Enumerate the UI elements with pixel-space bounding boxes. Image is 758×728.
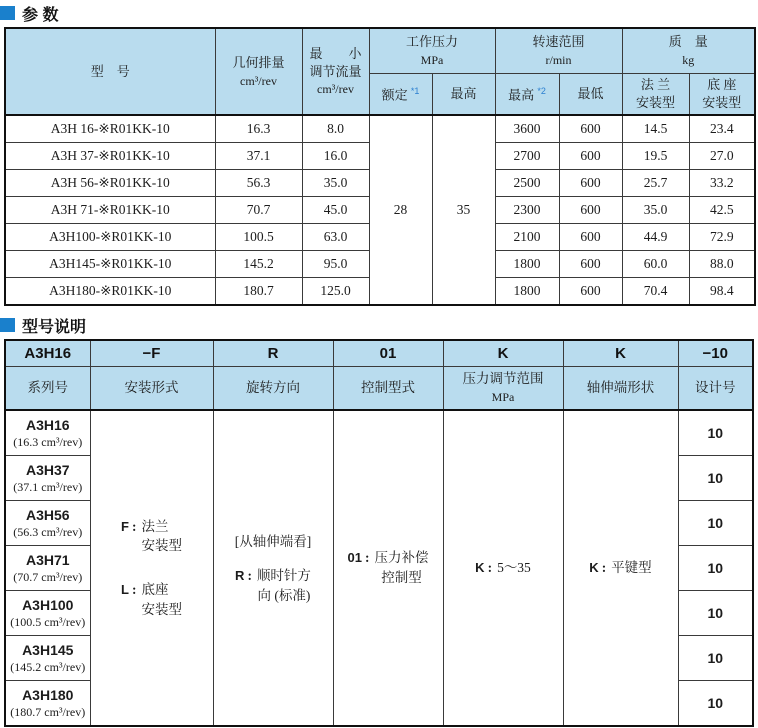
series-cell: A3H37 (37.1 cm³/rev) [5, 456, 90, 501]
min-flow-cell: 95.0 [302, 251, 369, 278]
header-displacement: 几何排量 cm³/rev [215, 28, 302, 115]
min-flow-cell: 35.0 [302, 170, 369, 197]
min-speed-cell: 600 [559, 251, 622, 278]
code-pressure-range: K [443, 340, 563, 367]
note-mark-2: *2 [537, 85, 546, 96]
mass-foot-cell: 88.0 [689, 251, 755, 278]
table-row [5, 115, 755, 143]
header-working-pressure: 工作压力 MPa [369, 28, 495, 74]
header-speed-range: 转速范围 r/min [495, 28, 622, 74]
min-flow-cell: 63.0 [302, 224, 369, 251]
design-number-cell: 10 [678, 681, 753, 727]
min-speed-cell: 600 [559, 278, 622, 306]
code-shaft: K [563, 340, 678, 367]
min-speed-cell: 600 [559, 224, 622, 251]
max-speed-cell: 3600 [495, 115, 559, 143]
mass-flange-cell: 14.5 [622, 115, 689, 143]
mass-foot-cell: 33.2 [689, 170, 755, 197]
mass-flange-cell: 60.0 [622, 251, 689, 278]
mass-foot-cell: 72.9 [689, 224, 755, 251]
label-design: 设计号 [678, 367, 753, 411]
max-pressure-cell: 35 [432, 115, 495, 305]
model-code-table [4, 339, 754, 727]
min-flow-cell: 45.0 [302, 197, 369, 224]
series-cell: A3H71 (70.7 cm³/rev) [5, 546, 90, 591]
model-code-section-title [0, 316, 758, 334]
mass-flange-cell: 44.9 [622, 224, 689, 251]
header-min-flow: 最 小 调节流量 cm³/rev [302, 28, 369, 115]
max-speed-cell: 2500 [495, 170, 559, 197]
min-speed-cell: 600 [559, 170, 622, 197]
blue-square-icon [0, 318, 15, 332]
model-cell: A3H 71-※R01KK-10 [5, 197, 215, 224]
model-cell: A3H 37-※R01KK-10 [5, 143, 215, 170]
model-cell: A3H 56-※R01KK-10 [5, 170, 215, 197]
displacement-cell: 100.5 [215, 224, 302, 251]
blue-square-icon [0, 6, 15, 20]
max-speed-cell: 1800 [495, 278, 559, 306]
shaft-options-cell: K : 平键型 [563, 410, 678, 726]
model-cell: A3H100-※R01KK-10 [5, 224, 215, 251]
displacement-cell: 56.3 [215, 170, 302, 197]
displacement-cell: 16.3 [215, 115, 302, 143]
max-speed-cell: 2100 [495, 224, 559, 251]
label-pressure-range: 压力调节范围 MPa [443, 367, 563, 411]
design-number-cell: 10 [678, 501, 753, 546]
design-number-cell: 10 [678, 456, 753, 501]
mounting-options-cell: F : 法兰 安装型 L : 底座 安装型 [90, 410, 213, 726]
displacement-cell: 37.1 [215, 143, 302, 170]
params-title-text: 参 数 [22, 6, 59, 24]
header-max-pressure: 最高 [432, 74, 495, 116]
label-mounting: 安装形式 [90, 367, 213, 411]
displacement-cell: 180.7 [215, 278, 302, 306]
design-number-cell: 10 [678, 546, 753, 591]
params-section-title [0, 4, 758, 22]
header-min-speed: 最低 [559, 74, 622, 116]
header-max-speed: 最高 $^{*2}$ [495, 74, 559, 116]
min-speed-cell: 600 [559, 143, 622, 170]
code-mounting: −F [90, 340, 213, 367]
series-cell: A3H56 (56.3 cm³/rev) [5, 501, 90, 546]
design-number-cell: 10 [678, 591, 753, 636]
label-shaft: 轴伸端形状 [563, 367, 678, 411]
design-number-cell: 10 [678, 410, 753, 456]
header-model: 型 号 [5, 28, 215, 115]
note-mark-1: *1 [410, 85, 420, 96]
min-flow-cell: 125.0 [302, 278, 369, 306]
mass-flange-cell: 35.0 [622, 197, 689, 224]
parameters-table [4, 27, 756, 306]
header-mass-flange: 法 兰 安装型 [622, 74, 689, 116]
rated-pressure-cell: 28 [369, 115, 432, 305]
design-number-cell: 10 [678, 636, 753, 681]
control-options-cell: 01 : 压力补偿 控制型 [333, 410, 443, 726]
min-speed-cell: 600 [559, 115, 622, 143]
mass-foot-cell: 27.0 [689, 143, 755, 170]
model-cell: A3H180-※R01KK-10 [5, 278, 215, 306]
model-cell: A3H 16-※R01KK-10 [5, 115, 215, 143]
series-cell: A3H100 (100.5 cm³/rev) [5, 591, 90, 636]
min-flow-cell: 8.0 [302, 115, 369, 143]
code-control: 01 [333, 340, 443, 367]
mass-flange-cell: 19.5 [622, 143, 689, 170]
code-design: −10 [678, 340, 753, 367]
series-cell: A3H145 (145.2 cm³/rev) [5, 636, 90, 681]
header-rated-pressure: 额定 $^{*1}$ [369, 74, 432, 116]
pressure-range-options-cell: K : 5～35 [443, 410, 563, 726]
rotation-options-cell: [从轴伸端看] R : 顺时针方 向 (标准) [213, 410, 333, 726]
code-rotation: R [213, 340, 333, 367]
max-speed-cell: 2300 [495, 197, 559, 224]
table-row [5, 410, 753, 456]
code-series: A3H16 [5, 340, 90, 367]
model-code-title-text: 型号说明 [22, 318, 87, 336]
mass-flange-cell: 25.7 [622, 170, 689, 197]
displacement-cell: 70.7 [215, 197, 302, 224]
mass-foot-cell: 42.5 [689, 197, 755, 224]
max-speed-cell: 1800 [495, 251, 559, 278]
mass-foot-cell: 23.4 [689, 115, 755, 143]
displacement-cell: 145.2 [215, 251, 302, 278]
label-control: 控制型式 [333, 367, 443, 411]
header-mass-foot: 底 座 安装型 [689, 74, 755, 116]
mass-foot-cell: 98.4 [689, 278, 755, 306]
model-cell: A3H145-※R01KK-10 [5, 251, 215, 278]
label-rotation: 旋转方向 [213, 367, 333, 411]
min-speed-cell: 600 [559, 197, 622, 224]
label-series: 系列号 [5, 367, 90, 411]
min-flow-cell: 16.0 [302, 143, 369, 170]
header-mass: 质 量 kg [622, 28, 755, 74]
max-speed-cell: 2700 [495, 143, 559, 170]
series-cell: A3H180 (180.7 cm³/rev) [5, 681, 90, 727]
series-cell: A3H16 (16.3 cm³/rev) [5, 410, 90, 456]
mass-flange-cell: 70.4 [622, 278, 689, 306]
